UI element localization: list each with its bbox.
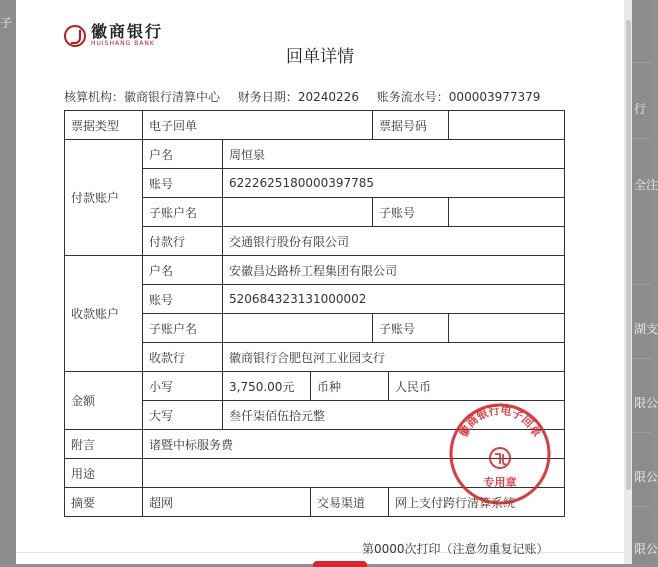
currency-value: 人民币: [389, 372, 565, 401]
payee-section-label: 收款账户: [65, 256, 143, 372]
note-label: 附言: [65, 430, 143, 459]
page-title: 回单详情: [286, 47, 354, 67]
background-fragment: 全注: [634, 178, 658, 192]
payee-sub-name-value: [223, 314, 373, 343]
payer-sub-account-label: 子账号: [373, 198, 449, 227]
payee-bank-value: 徽商银行合肥包河工业园支行: [223, 343, 565, 372]
payee-bank-label: 收款行: [143, 343, 223, 372]
background-right-strip: [632, 0, 658, 564]
payer-sub-name-label: 子账户名: [143, 198, 223, 227]
amount-big-label: 大写: [143, 401, 223, 430]
seal-bottom-text: 专用章: [483, 476, 517, 489]
print-button[interactable]: [313, 561, 367, 567]
org-label: 核算机构：: [64, 90, 125, 104]
payee-sub-name-label: 子账户名: [143, 314, 223, 343]
divider: [632, 432, 652, 433]
table-row: [65, 140, 565, 169]
channel-value: 网上支付跨行清算系统: [389, 488, 565, 517]
table-row: [65, 430, 565, 459]
payer-bank-value: 交通银行股份有限公司: [223, 227, 565, 256]
payer-name-value: 周恒泉: [223, 140, 565, 169]
currency-label: 币种: [311, 372, 389, 401]
table-row: [65, 111, 565, 140]
payer-section-label: 付款账户: [65, 140, 143, 256]
background-fragment: 子: [0, 16, 13, 30]
purpose-value: [143, 459, 565, 488]
serial-value: 000003977379: [448, 90, 541, 104]
amount-small-label: 小写: [143, 372, 223, 401]
org-info: [64, 90, 220, 104]
background-fragment: 限公: [634, 542, 658, 556]
amount-section-label: 金额: [65, 372, 143, 430]
background-fragment: 湖支: [634, 322, 658, 336]
table-row: [65, 488, 565, 517]
summary-value: 超网: [143, 488, 311, 517]
background-fragment: 限公: [634, 470, 658, 484]
note-value: 诸暨中标服务费: [143, 430, 565, 459]
purpose-label: 用途: [65, 459, 143, 488]
payer-sub-account-value: [449, 198, 565, 227]
payee-account-value: 520684323131000002: [223, 285, 565, 314]
payee-name-value: 安徽昌达路桥工程集团有限公司: [223, 256, 565, 285]
payer-account-value: 6222625180000397785: [223, 169, 565, 198]
date-info: [238, 90, 359, 104]
serial-label: 账务流水号：: [376, 90, 449, 104]
payer-bank-label: 付款行: [143, 227, 223, 256]
bill-no-label: 票据号码: [373, 111, 449, 140]
table-row: [65, 256, 565, 285]
divider: [632, 506, 652, 507]
payer-sub-name-value: [223, 198, 373, 227]
bank-name-en: HUISHANG BANK: [91, 40, 155, 47]
divider: [632, 138, 652, 139]
payee-sub-account-label: 子账号: [373, 314, 449, 343]
receipt-table: [64, 110, 565, 517]
payee-sub-account-value: [449, 314, 565, 343]
channel-label: 交易渠道: [311, 488, 389, 517]
receipt-meta: [64, 88, 554, 105]
bill-type-label: 票据类型: [65, 111, 143, 140]
serial-info: [377, 90, 541, 104]
background-fragment: 行: [634, 102, 647, 116]
bill-type-value: 电子回单: [143, 111, 373, 140]
date-value: 20240226: [297, 90, 359, 104]
bank-name: 徽商银行: [91, 22, 164, 41]
payee-name-label: 户名: [143, 256, 223, 285]
amount-big-value: 叁仟柒佰伍拾元整: [223, 401, 565, 430]
background-fragment: 限公: [634, 396, 658, 410]
payer-account-label: 账号: [143, 169, 223, 198]
payer-name-label: 户名: [143, 140, 223, 169]
divider: [632, 284, 652, 285]
print-count: 第0000次打印（注意勿重复记账）: [362, 542, 549, 556]
date-label: 财务日期：: [237, 90, 298, 104]
table-row: [65, 372, 565, 401]
amount-small-value: 3,750.00元: [223, 372, 311, 401]
org-value: 徽商银行清算中心: [124, 90, 221, 104]
background-left-strip: [0, 0, 16, 564]
bill-no-value: [449, 111, 565, 140]
payee-account-label: 账号: [143, 285, 223, 314]
summary-label: 摘要: [65, 488, 143, 517]
divider: [632, 358, 652, 359]
table-row: [65, 459, 565, 488]
seal-top-text: 徽商银行电子回单: [456, 403, 544, 440]
scrollbar-thumb[interactable]: [626, 20, 631, 490]
